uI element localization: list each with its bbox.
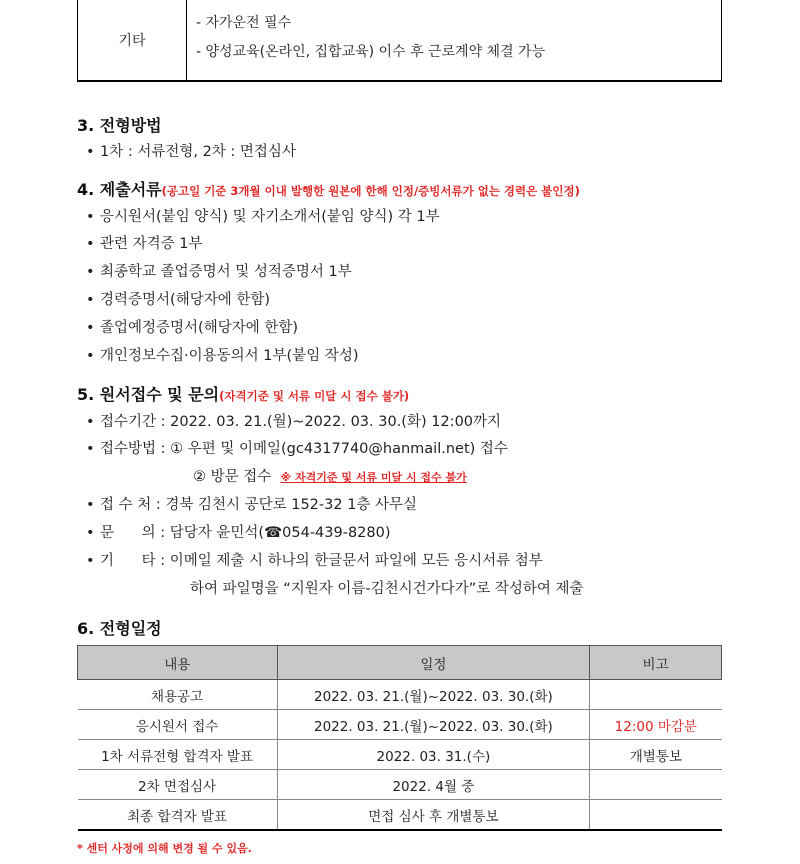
- section-4-title: 4. 제출서류(공고일 기준 3개월 이내 발행한 원본에 한해 인정/증빙서류가 없는 경력은 불인정): [77, 180, 580, 199]
- s4-item-3: • 최종학교 졸업증명서 및 성적증명서 1부: [86, 264, 352, 280]
- cell: 응시원서 접수: [78, 710, 278, 740]
- s4-item-2: • 관련 자격증 1부: [86, 236, 203, 252]
- s5-etc-1: • 기 타 : 이메일 제출 시 하나의 한글문서 파일에 모든 응시서류 첨부: [86, 553, 543, 569]
- cell: 최종 합격자 발표: [78, 800, 278, 831]
- other-line-1: - 자가운전 필수: [196, 15, 292, 31]
- section-5-title: 5. 원서접수 및 문의(자격기준 및 서류 미달 시 접수 불가): [77, 385, 410, 404]
- other-info-table: [77, 0, 722, 82]
- cell: [590, 680, 722, 710]
- table-row: [78, 740, 722, 770]
- cell: 1차 서류전형 합격자 발표: [78, 740, 278, 770]
- cell: 2022. 03. 21.(월)~2022. 03. 30.(화): [277, 680, 590, 710]
- s5-method-2-note: ※ 자격기준 및 서류 미달 시 접수 불가: [280, 471, 467, 484]
- section-5-note: (자격기준 및 서류 미달 시 접수 불가): [219, 389, 410, 403]
- header-schedule: 일정: [277, 646, 590, 680]
- table-row: [78, 710, 722, 740]
- cell: 2차 면접심사: [78, 770, 278, 800]
- s4-item-5: • 졸업예정증명서(해당자에 한함): [86, 320, 299, 336]
- cell: 면접 심사 후 개별통보: [277, 800, 590, 831]
- cell: 개별통보: [590, 740, 722, 770]
- cell: 채용공고: [78, 680, 278, 710]
- other-label: 기타: [78, 0, 187, 80]
- schedule-footnote: * 센터 사정에 의해 변경 될 수 있음.: [77, 842, 252, 855]
- s4-item-4: • 경력증명서(해당자에 한함): [86, 292, 270, 308]
- schedule-table: [77, 645, 722, 831]
- s5-inquiry: • 문 의 : 담당자 윤민석(☎054-439-8280): [86, 525, 391, 541]
- header-content: 내용: [78, 646, 278, 680]
- cell: 2022. 03. 31.(수): [277, 740, 590, 770]
- s5-period: • 접수기간 : 2022. 03. 21.(월)~2022. 03. 30.(화) 12:00까지: [86, 414, 502, 430]
- other-line-2: - 양성교육(온라인, 집합교육) 이수 후 근로계약 체결 가능: [196, 44, 546, 60]
- header-remarks: 비고: [590, 646, 722, 680]
- section-3-title: 3. 전형방법: [77, 116, 162, 135]
- s3-item-1: • 1차 : 서류전형, 2차 : 면접심사: [86, 144, 296, 160]
- section-6-title: 6. 전형일정: [77, 619, 162, 638]
- s5-method-1: • 접수방법 : ① 우편 및 이메일(gc4317740@hanmail.net) 접수: [86, 441, 508, 457]
- schedule-header-row: [78, 646, 722, 680]
- s5-method-2: ② 방문 접수 ※ 자격기준 및 서류 미달 시 접수 불가: [193, 469, 467, 485]
- cell: 2022. 4월 중: [277, 770, 590, 800]
- table-row: [78, 680, 722, 710]
- table-row: [78, 800, 722, 831]
- s4-item-6: • 개인정보수집·이용동의서 1부(붙임 작성): [86, 348, 359, 364]
- cell: [590, 800, 722, 831]
- cell: 12:00 마감분: [590, 710, 722, 740]
- cell: 2022. 03. 21.(월)~2022. 03. 30.(화): [277, 710, 590, 740]
- section-4-note: (공고일 기준 3개월 이내 발행한 원본에 한해 인정/증빙서류가 없는 경력은 불인정): [161, 184, 580, 198]
- s4-item-1: • 응시원서(붙임 양식) 및 자기소개서(붙임 양식) 각 1부: [86, 209, 440, 225]
- cell: [590, 770, 722, 800]
- table-row: [78, 770, 722, 800]
- s5-etc-2: 하여 파일명을 “지원자 이름-김천시건가다가”로 작성하여 제출: [190, 581, 584, 597]
- s5-place: • 접 수 처 : 경북 김천시 공단로 152-32 1층 사무실: [86, 497, 418, 513]
